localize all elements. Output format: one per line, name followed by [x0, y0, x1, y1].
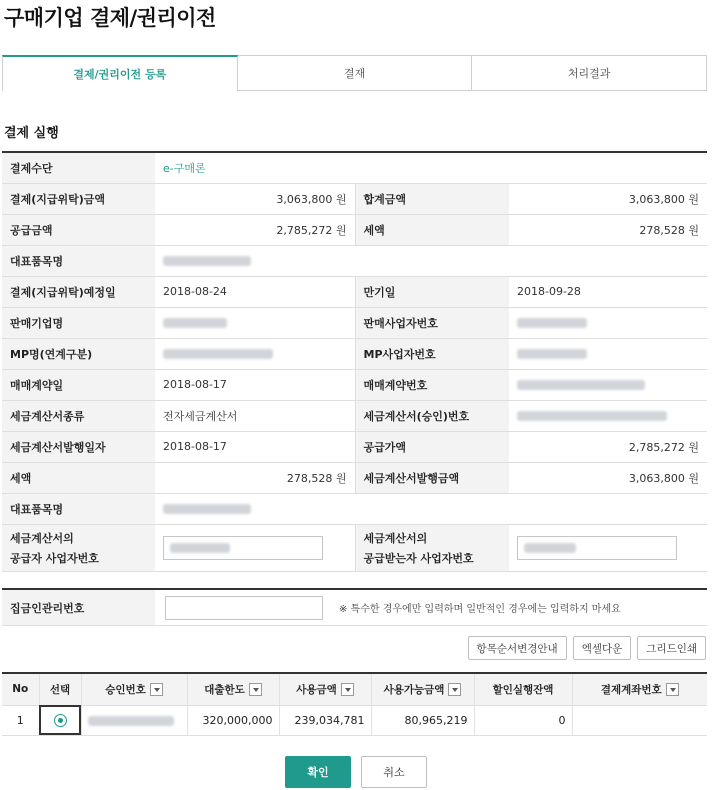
grid-header-available [371, 673, 474, 705]
total-amount-value: 3,063,800 원 [509, 183, 707, 214]
contract-date-label: 매매계약일 [2, 369, 155, 400]
grid-header-approval-no [81, 673, 187, 705]
available-filter-dropdown-icon[interactable] [448, 683, 461, 696]
approval-no-redacted [88, 716, 174, 726]
confirm-button[interactable]: 확인 [285, 756, 351, 788]
payment-form-table [2, 151, 707, 572]
grid-header-no: No [2, 673, 39, 705]
mp-biz-no-label: MP사업자번호 [355, 338, 509, 369]
item-name2-redacted [163, 504, 251, 514]
invoice-amount-label: 세금계산서발행금액 [355, 462, 509, 493]
seller-name-label: 판매기업명 [2, 307, 155, 338]
supply-value-label: 공급가액 [355, 431, 509, 462]
row-no: 1 [2, 705, 39, 735]
grid-header-settlement-account [572, 673, 707, 705]
row-approval-no [81, 705, 187, 735]
row-select-radio[interactable] [54, 714, 67, 727]
item-name2-label: 대표품목명 [2, 493, 155, 524]
grid-print-button[interactable]: 그리드인쇄 [637, 636, 706, 660]
collector-mgmt-row [2, 588, 707, 626]
page-title: 구매기업 결제/권리이전 [4, 6, 216, 30]
supplier-biz-no-label-line2: 공급자 사업자번호 [10, 551, 99, 565]
contract-no-redacted [517, 380, 645, 390]
seller-biz-no-redacted [517, 318, 587, 328]
column-order-guide-button[interactable]: 항목순서변경안내 [468, 636, 567, 660]
contract-no-label: 매매계약번호 [355, 369, 509, 400]
grid-header-used [279, 673, 371, 705]
grid-header-approval-no-label: 승인번호 [105, 683, 146, 696]
tab-bar [2, 55, 707, 91]
item-name-label: 대표품목명 [2, 245, 155, 276]
grid-header-loan-limit [187, 673, 279, 705]
invoice-date-value: 2018-08-17 [155, 431, 355, 462]
row-settlement-account [572, 705, 707, 735]
tax-value: 278,528 원 [509, 214, 707, 245]
invoice-date-label: 세금계산서발행일자 [2, 431, 155, 462]
collector-mgmt-input[interactable] [165, 596, 323, 620]
grid-header-used-label: 사용금액 [296, 683, 337, 696]
cancel-button[interactable]: 취소 [361, 756, 427, 788]
receiver-biz-no-label-line1: 세금계산서의 [363, 531, 428, 545]
supply-amount-value: 2,785,272 원 [155, 214, 355, 245]
row-available: 80,965,219 [371, 705, 474, 735]
grid-header-select: 선택 [39, 673, 81, 705]
item-name-redacted [163, 256, 251, 266]
receiver-biz-no-redacted [524, 543, 576, 553]
grid-header-discount-balance: 할인실행잔액 [474, 673, 572, 705]
total-amount-label: 합계금액 [355, 183, 509, 214]
collector-mgmt-note: ※ 특수한 경우에만 입력하며 일반적인 경우에는 입력하지 마세요 [339, 604, 621, 615]
tax2-value: 278,528 원 [155, 462, 355, 493]
scheduled-date-value: 2018-08-24 [155, 276, 355, 307]
settlement-account-filter-dropdown-icon[interactable] [666, 683, 679, 696]
receiver-biz-no-field[interactable] [517, 536, 677, 560]
invoice-no-label: 세금계산서(승인)번호 [355, 400, 509, 431]
grid-header-row [2, 673, 707, 705]
collector-mgmt-label: 집금인관리번호 [2, 590, 155, 625]
grid-header-loan-limit-label: 대출한도 [204, 683, 245, 696]
supplier-biz-no-label [2, 524, 155, 571]
tab-approval[interactable]: 결재 [238, 55, 473, 91]
due-date-value: 2018-09-28 [509, 276, 707, 307]
payment-amount-label: 결제(지급위탁)금액 [2, 183, 155, 214]
supplier-biz-no-field[interactable] [163, 536, 323, 560]
mp-biz-no-redacted [517, 349, 587, 359]
grid-toolbar [468, 636, 706, 660]
row-loan-limit: 320,000,000 [187, 705, 279, 735]
excel-download-button[interactable]: 엑셀다운 [573, 636, 632, 660]
receiver-biz-no-label-line2: 공급받는자 사업자번호 [363, 551, 474, 565]
due-date-label: 만기일 [355, 276, 509, 307]
footer-actions [0, 756, 712, 788]
approval-no-filter-dropdown-icon[interactable] [150, 683, 163, 696]
tax-label: 세액 [355, 214, 509, 245]
row-discount-balance: 0 [474, 705, 572, 735]
supply-value-value: 2,785,272 원 [509, 431, 707, 462]
tax2-label: 세액 [2, 462, 155, 493]
supplier-biz-no-label-line1: 세금계산서의 [10, 531, 74, 545]
section-title: 결제 실행 [4, 126, 59, 141]
seller-biz-no-label: 판매사업자번호 [355, 307, 509, 338]
payment-method-value[interactable]: e-구매론 [163, 161, 206, 175]
row-used: 239,034,781 [279, 705, 371, 735]
scheduled-date-label: 결제(지급위탁)예정일 [2, 276, 155, 307]
payment-method-label: 결제수단 [2, 152, 155, 183]
contract-date-value: 2018-08-17 [155, 369, 355, 400]
receiver-biz-no-label [355, 524, 509, 571]
grid-header-settlement-account-label: 결제계좌번호 [600, 683, 662, 696]
loan-grid [2, 672, 707, 736]
mp-name-label: MP명(연계구분) [2, 338, 155, 369]
invoice-type-value: 전자세금계산서 [155, 400, 355, 431]
used-filter-dropdown-icon[interactable] [341, 683, 354, 696]
invoice-no-redacted [517, 411, 667, 421]
invoice-type-label: 세금계산서종류 [2, 400, 155, 431]
invoice-amount-value: 3,063,800 원 [509, 462, 707, 493]
seller-name-redacted [163, 318, 227, 328]
loan-limit-filter-dropdown-icon[interactable] [249, 683, 262, 696]
table-row[interactable] [2, 705, 707, 735]
tab-result[interactable]: 처리결과 [472, 55, 707, 91]
supplier-biz-no-redacted [170, 543, 230, 553]
tab-payment-registration[interactable]: 결제/권리이전 등록 [2, 55, 238, 91]
supply-amount-label: 공급금액 [2, 214, 155, 245]
row-select-cell[interactable] [39, 705, 81, 735]
payment-amount-value: 3,063,800 원 [155, 183, 355, 214]
mp-name-redacted [163, 349, 273, 359]
grid-header-available-label: 사용가능금액 [383, 683, 445, 696]
